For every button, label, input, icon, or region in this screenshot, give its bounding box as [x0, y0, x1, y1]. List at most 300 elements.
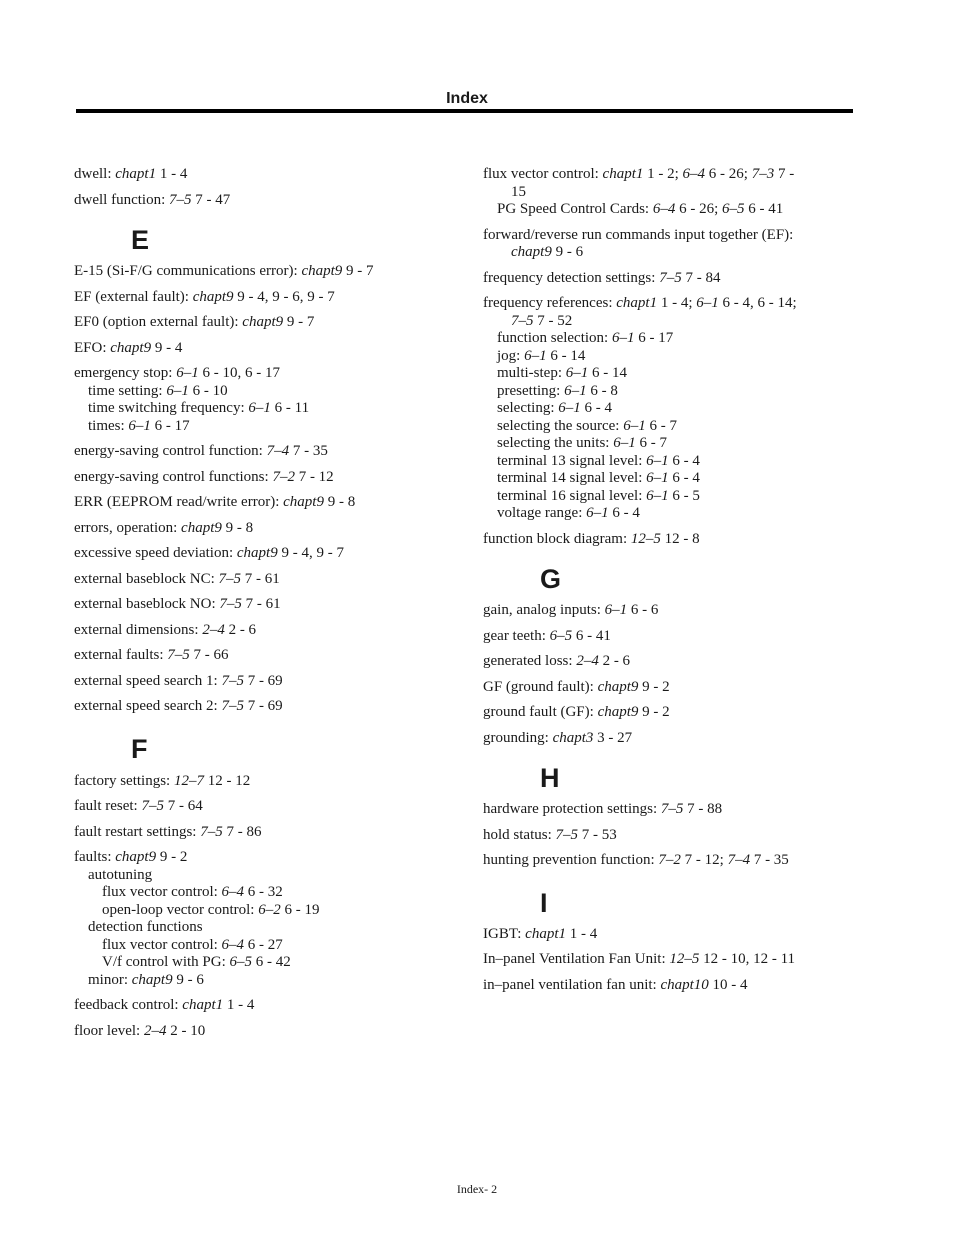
index-term [74, 263, 454, 281]
chapter-ref: chapt9 [301, 263, 343, 279]
chapter-ref: chapt9 [236, 545, 278, 561]
chapter-ref: 6–1 [558, 400, 581, 416]
index-term [483, 852, 855, 870]
term-text: In–panel Ventilation Fan Unit: [483, 951, 670, 967]
page-refs: 6 - 26; [675, 201, 723, 217]
chapter-ref: 6–1 [646, 470, 669, 486]
chapter-ref: 12–5 [630, 530, 661, 547]
term-text: 15 [511, 183, 526, 200]
index-term [74, 622, 454, 640]
term-text: floor level: [74, 1022, 144, 1039]
chapter-ref: 7–5 [221, 698, 244, 714]
section-letter: I [540, 887, 548, 918]
page-refs: 7 - 69 [243, 672, 283, 689]
index-term [74, 673, 454, 691]
term-text: in–panel ventilation fan unit: [483, 976, 661, 993]
index-term [74, 469, 454, 487]
page-refs: 6 - 4 [608, 505, 640, 521]
page-refs: 6 - 7 [645, 417, 677, 434]
chapter-ref: 12–7 [173, 772, 204, 789]
index-entry [74, 469, 454, 487]
chapter-ref: chapt9 [511, 244, 552, 260]
chapter-ref: 6–4 [652, 201, 676, 217]
page-refs: 6 - 14 [546, 347, 586, 364]
chapter-ref: chapt1 [182, 997, 224, 1013]
page-refs: 6 - 8 [586, 382, 618, 399]
chapter-ref: 6–5 [229, 954, 252, 970]
page-refs: 1 - 2; [643, 166, 683, 182]
chapter-ref: 7–5 [218, 570, 242, 587]
term-text: times: [88, 417, 129, 434]
index-subterm [74, 902, 454, 920]
index-entry [74, 192, 454, 210]
term-text: time setting: [88, 382, 167, 399]
chapter-ref: 6–5 [549, 627, 573, 644]
index-column-left [74, 166, 454, 1048]
term-text: ERR (EEPROM read/write error): [74, 494, 284, 510]
section-letter: G [540, 564, 562, 594]
chapter-ref: chapt1 [115, 166, 157, 182]
index-subterm [74, 954, 454, 972]
page-refs: 7 - 86 [222, 823, 262, 840]
chapter-ref: 6–1 [524, 347, 547, 364]
index-subterm [483, 435, 855, 453]
page-refs: 6 - 41 [572, 627, 611, 644]
chapter-ref: chapt9 [597, 704, 639, 720]
term-text: gain, analog inputs: [483, 602, 605, 618]
term-text: hold status: [483, 826, 556, 843]
page-refs: 1 - 4 [223, 997, 255, 1013]
index-subterm [483, 383, 855, 401]
page-refs: 12 - 8 [660, 530, 700, 547]
chapter-ref: 6–1 [604, 602, 628, 618]
index-subterm [74, 937, 454, 955]
term-text: forward/reverse run commands input together (EF): [483, 226, 794, 243]
page-refs: 6 - 11 [270, 400, 310, 416]
index-term [483, 951, 855, 969]
chapter-ref: 7–2 [658, 852, 681, 868]
index-subterm [483, 313, 855, 331]
page-refs: 7 - 61 [241, 596, 281, 612]
page-refs: 6 - 4 [580, 400, 612, 416]
index-subterm [74, 867, 454, 885]
page-refs: 7 - 88 [683, 801, 723, 817]
chapter-ref: chapt1 [525, 925, 566, 942]
term-text: fault restart settings: [74, 823, 201, 840]
index-subterm [74, 884, 454, 902]
term-text: faults: [74, 849, 116, 865]
page-refs: 1 - 4; [657, 295, 697, 311]
term-text: energy-saving control function: [74, 443, 267, 459]
section-letter: E [131, 225, 150, 255]
page-refs: 1 - 4 [566, 925, 598, 942]
index-entry [74, 698, 454, 716]
page-refs: 7 - 47 [191, 191, 231, 208]
index-term [74, 443, 454, 461]
page-refs: 9 - 6 [551, 244, 584, 260]
page-refs: 9 - 4 [151, 339, 183, 356]
index-term [483, 704, 855, 722]
index-entry [483, 801, 855, 819]
page-refs: 9 - 7 [283, 314, 315, 330]
index-term [74, 698, 454, 716]
page-refs: 12 - 12 [203, 772, 251, 789]
chapter-ref: chapt1 [602, 166, 644, 182]
term-text: errors, operation: [74, 519, 182, 536]
term-text: energy-saving control functions: [74, 468, 273, 485]
term-text: selecting the source: [497, 417, 624, 434]
index-term [74, 520, 454, 538]
chapter-ref: chapt9 [181, 519, 222, 536]
index-entry [74, 824, 454, 842]
index-entry [74, 622, 454, 640]
term-text: selecting the units: [497, 435, 614, 451]
index-subterm [74, 418, 454, 436]
index-term [483, 295, 855, 313]
term-text: frequency references: [483, 295, 617, 311]
chapter-ref: 6–1 [696, 295, 719, 311]
index-subterm [483, 470, 855, 488]
index-term [483, 730, 855, 748]
chapter-ref: 6–1 [248, 400, 271, 416]
chapter-ref: 7–2 [272, 468, 295, 485]
index-entry [74, 596, 454, 614]
chapter-ref: chapt9 [115, 849, 157, 865]
index-entry [483, 602, 855, 620]
index-term [483, 801, 855, 819]
chapter-ref: 12–5 [669, 951, 700, 967]
index-entry [74, 545, 454, 563]
page-refs: 7 - 53 [578, 826, 617, 843]
index-entry [74, 849, 454, 989]
page-refs: 6 - 14 [588, 365, 627, 381]
chapter-ref: 2–4 [202, 621, 225, 638]
index-entry [74, 314, 454, 332]
term-text: E-15 (Si-F/G communications error): [74, 263, 302, 279]
page-refs: 2 - 6 [224, 621, 257, 638]
page-refs: 6 - 10, 6 - 17 [198, 365, 280, 381]
page-refs: 9 - 2 [156, 849, 188, 865]
index-entry [74, 494, 454, 512]
index-entry [483, 531, 855, 549]
term-text: external speed search 1: [74, 672, 222, 689]
page-refs: 9 - 2 [638, 704, 670, 720]
section-letter: F [131, 733, 148, 764]
page-refs: 6 - 4, 6 - 14; [718, 295, 797, 311]
page-refs: 7 - 84 [681, 269, 721, 286]
index-term [74, 596, 454, 614]
chapter-ref: 6–1 [176, 365, 199, 381]
term-text: ground fault (GF): [483, 704, 598, 720]
term-text: grounding: [483, 729, 553, 746]
index-term [74, 494, 454, 512]
term-text: flux vector control: [102, 884, 222, 900]
index-entry [483, 270, 855, 288]
term-text: jog: [497, 347, 525, 364]
index-term [483, 628, 855, 646]
chapter-ref: 7–5 [167, 647, 190, 663]
page-refs: 6 - 42 [252, 954, 291, 970]
index-entry [74, 673, 454, 691]
index-term [74, 340, 454, 358]
chapter-ref: 6–4 [221, 884, 245, 900]
chapter-ref: 7–5 [659, 269, 682, 286]
chapter-ref: 6–1 [166, 382, 189, 399]
index-entry [74, 340, 454, 358]
page-refs: 6 - 6 [627, 602, 659, 618]
index-column-right [483, 166, 855, 1002]
page-refs: 6 - 10 [188, 382, 228, 399]
chapter-ref: 7–4 [266, 443, 290, 459]
page-refs: 7 - 52 [533, 312, 573, 329]
index-entry [74, 798, 454, 816]
index-subterm [483, 244, 855, 262]
index-term [483, 270, 855, 288]
index-term [74, 798, 454, 816]
chapter-ref: 7–4 [727, 852, 751, 868]
index-term [74, 545, 454, 563]
index-entry [74, 997, 454, 1015]
term-text: terminal 16 signal level: [497, 487, 647, 504]
chapter-ref: 6–1 [613, 435, 636, 451]
index-term [74, 314, 454, 332]
page-refs: 6 - 17 [150, 417, 190, 434]
chapter-ref: 6–4 [682, 166, 706, 182]
page-refs: 7 - 12; [680, 852, 728, 868]
index-entry [74, 365, 454, 435]
term-text: hardware protection settings: [483, 801, 661, 817]
chapter-ref: 7–5 [219, 596, 242, 612]
index-entry [74, 263, 454, 281]
index-entry [483, 730, 855, 748]
page-refs: 6 - 41 [744, 201, 784, 217]
page-refs: 7 - 35 [750, 852, 789, 868]
page-refs: 9 - 4, 9 - 7 [277, 545, 344, 561]
term-text: voltage range: [497, 505, 587, 521]
chapter-ref: 7–3 [751, 166, 775, 182]
term-text: terminal 13 signal level: [497, 452, 647, 469]
header-rule [76, 109, 853, 113]
page-refs: 1 - 4 [156, 166, 188, 182]
chapter-ref: chapt9 [110, 339, 152, 356]
index-subterm [483, 488, 855, 506]
index-entry [483, 704, 855, 722]
index-entry [74, 1023, 454, 1041]
page-refs: 7 - 64 [163, 798, 203, 814]
index-term [74, 166, 454, 184]
index-entry [74, 520, 454, 538]
index-term [483, 653, 855, 671]
chapter-ref: chapt9 [192, 288, 234, 305]
chapter-ref: 7–5 [221, 672, 244, 689]
term-text: hunting prevention function: [483, 852, 659, 868]
chapter-ref: chapt9 [283, 494, 324, 510]
index-term [74, 773, 454, 791]
term-text: EFO: [74, 339, 111, 356]
page-number: Index- 2 [456, 1182, 498, 1196]
index-entry [74, 647, 454, 665]
page-refs: 7 - 12 [294, 468, 334, 485]
index-entry [483, 679, 855, 697]
term-text: external faults: [74, 647, 168, 663]
index-entry [74, 571, 454, 589]
term-text: external speed search 2: [74, 698, 222, 714]
page-refs: 3 - 27 [593, 729, 633, 746]
term-text: function block diagram: [483, 530, 631, 547]
index-subterm [483, 400, 855, 418]
term-text: detection functions [88, 919, 203, 935]
term-text: external baseblock NC: [74, 570, 219, 587]
index-entry [74, 443, 454, 461]
term-text: V/f control with PG: [102, 954, 230, 970]
index-term [483, 531, 855, 549]
term-text: IGBT: [483, 925, 526, 942]
page-refs: 6 - 32 [244, 884, 283, 900]
term-text: gear teeth: [483, 627, 550, 644]
chapter-ref: chapt9 [597, 678, 639, 695]
term-text: multi-step: [497, 365, 566, 381]
index-term [74, 289, 454, 307]
index-entry [483, 951, 855, 969]
chapter-ref: 7–5 [141, 798, 164, 814]
term-text: EF0 (option external fault): [74, 314, 243, 330]
chapter-ref: 6–1 [565, 365, 589, 381]
chapter-ref: 7–5 [555, 826, 579, 843]
index-subterm [483, 201, 855, 219]
chapter-ref: 6–1 [611, 330, 635, 346]
chapter-ref: chapt3 [552, 729, 594, 746]
index-term [74, 365, 454, 383]
page-refs: 9 - 8 [323, 494, 356, 510]
page-refs: 9 - 2 [638, 678, 670, 695]
term-text: emergency stop: [74, 365, 177, 381]
page-refs: 2 - 6 [598, 653, 631, 669]
index-entry [483, 227, 855, 262]
term-text: factory settings: [74, 772, 174, 789]
page-refs: 7 - 35 [289, 443, 328, 459]
chapter-ref: chapt10 [660, 976, 709, 993]
page-refs: 7 - 61 [241, 570, 280, 587]
page-refs: 6 - 5 [668, 487, 700, 504]
chapter-ref: 7–5 [168, 191, 192, 208]
index-term [483, 227, 855, 245]
index-term [74, 192, 454, 210]
index-term [74, 647, 454, 665]
index-entry [74, 166, 454, 184]
chapter-ref: 6–1 [646, 452, 669, 469]
index-term [74, 1023, 454, 1041]
index-subterm [483, 505, 855, 523]
page-refs: 2 - 10 [166, 1022, 206, 1039]
page-refs: 10 - 4 [708, 976, 748, 993]
index-term [483, 679, 855, 697]
term-text: external baseblock NO: [74, 596, 220, 612]
term-text: function selection: [497, 330, 612, 346]
term-text: dwell: [74, 166, 116, 182]
term-text: flux vector control: [102, 936, 222, 953]
page-header-title: Index [446, 90, 488, 107]
index-subterm [74, 919, 454, 937]
index-subterm [483, 418, 855, 436]
page-refs: 9 - 8 [221, 519, 254, 536]
page-refs: 7 - [774, 166, 795, 182]
chapter-ref: chapt9 [131, 971, 173, 988]
chapter-ref: 6–1 [128, 417, 151, 434]
term-text: frequency detection settings: [483, 269, 660, 286]
term-text: time switching frequency: [88, 400, 249, 416]
term-text: fault reset: [74, 798, 142, 814]
index-term [74, 571, 454, 589]
index-entry [74, 773, 454, 791]
page-refs: 12 - 10, 12 - 11 [699, 951, 796, 967]
term-text: selecting: [497, 400, 559, 416]
chapter-ref: 7–5 [511, 312, 534, 329]
chapter-ref: 6–5 [722, 201, 745, 217]
index-subterm [483, 330, 855, 348]
chapter-ref: 6–1 [646, 487, 669, 504]
index-entry [483, 166, 855, 219]
term-text: GF (ground fault): [483, 678, 598, 695]
index-entry [483, 628, 855, 646]
chapter-ref: 6–1 [564, 382, 587, 399]
chapter-ref: 2–4 [576, 653, 599, 669]
index-subterm [483, 365, 855, 383]
page-refs: 7 - 69 [243, 698, 283, 714]
index-entry [483, 852, 855, 870]
term-text: PG Speed Control Cards: [497, 201, 653, 217]
index-entry [483, 827, 855, 845]
index-subterm [483, 453, 855, 471]
index-entry [74, 289, 454, 307]
index-subterm [483, 348, 855, 366]
page-refs: 6 - 7 [635, 435, 667, 451]
index-entry [483, 653, 855, 671]
term-text: external dimensions: [74, 621, 203, 638]
index-subterm [74, 400, 454, 418]
chapter-ref: chapt9 [242, 314, 284, 330]
index-entry [483, 977, 855, 995]
chapter-ref: 6–1 [623, 417, 646, 434]
page-refs: 6 - 26; [705, 166, 752, 182]
chapter-ref: 6–4 [221, 936, 245, 953]
term-text: open-loop vector control: [102, 901, 259, 918]
term-text: feedback control: [74, 997, 183, 1013]
term-text: EF (external fault): [74, 288, 193, 305]
index-term [74, 997, 454, 1015]
chapter-ref: 2–4 [143, 1022, 167, 1039]
term-text: terminal 14 signal level: [497, 470, 647, 486]
term-text: presetting: [497, 382, 565, 399]
index-entry [483, 926, 855, 944]
index-subterm [74, 972, 454, 990]
index-term [483, 926, 855, 944]
index-subterm [74, 383, 454, 401]
index-term [74, 849, 454, 867]
term-text: flux vector control: [483, 166, 603, 182]
chapter-ref: 7–5 [200, 823, 223, 840]
term-text: generated loss: [483, 653, 577, 669]
index-term [74, 824, 454, 842]
index-term [483, 977, 855, 995]
page-refs: 6 - 4 [668, 452, 700, 469]
chapter-ref: chapt1 [616, 295, 658, 311]
section-letter: H [540, 763, 560, 793]
index-term [483, 827, 855, 845]
page-refs: 6 - 4 [668, 470, 700, 486]
index-term [483, 166, 855, 184]
term-text: minor: [88, 971, 132, 988]
page-refs: 6 - 27 [244, 936, 283, 953]
